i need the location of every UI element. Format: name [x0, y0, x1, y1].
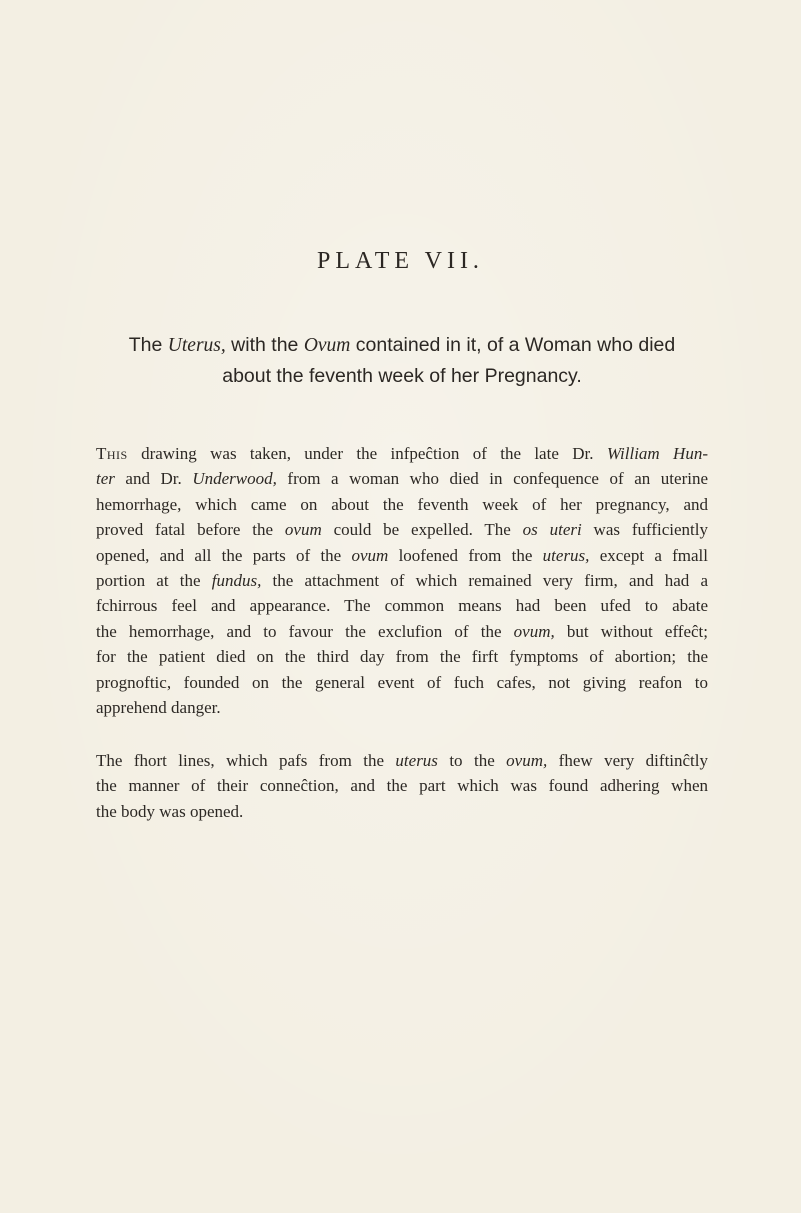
text-line: prognoftic, founded on the general event of fuch cafes, not giving reafon to: [96, 672, 708, 692]
caption-italic-uterus: Uterus,: [167, 335, 226, 356]
italic-term: ovum: [351, 545, 389, 565]
text-run: and Dr.: [114, 469, 193, 489]
text-run: drawing was taken, under the infpeĉtion of the late Dr.: [127, 444, 607, 463]
paragraph-description: [96, 441, 708, 720]
text-line: hemorrhage, which came on about the feventh week of her pregnancy, and: [96, 494, 708, 514]
text-line: apprehend danger.: [96, 698, 221, 718]
text-line: [96, 619, 708, 644]
text-line: [96, 441, 708, 466]
italic-name: William Hun-: [606, 444, 708, 463]
text-line: [96, 543, 708, 568]
italic-name: Underwood,: [192, 469, 277, 489]
text-line: [96, 466, 708, 491]
small-caps-word: This: [96, 444, 128, 463]
caption-text: with the: [225, 334, 304, 356]
text-line: [96, 748, 708, 773]
paragraph-explanation: [96, 748, 708, 824]
italic-term: ovum,: [506, 751, 548, 770]
text-run: the attachment of which remained very firm, and had a: [261, 571, 708, 591]
italic-term: ovum,: [513, 621, 555, 641]
text-run: except a fmall: [589, 545, 708, 565]
caption-text: The: [128, 334, 168, 356]
plate-caption: [96, 330, 708, 391]
text-run: to the: [437, 751, 507, 770]
italic-name: ter: [96, 469, 115, 489]
text-line: [96, 517, 708, 542]
italic-term: uterus,: [542, 545, 590, 565]
caption-line-2: about the feventh week of her Pregnancy.: [222, 365, 582, 387]
text-line: the body was opened.: [96, 801, 244, 821]
caption-italic-ovum: Ovum: [303, 335, 351, 356]
text-line: the manner of their conneĉtion, and the part which was found adhering when: [96, 776, 708, 796]
text-run: loofened from the: [388, 545, 543, 565]
text-run: opened, and all the parts of the: [96, 545, 352, 565]
italic-term: fundus,: [211, 571, 262, 591]
caption-line-1: [96, 330, 708, 361]
italic-term: uterus: [395, 751, 438, 770]
plate-title: PLATE VII.: [317, 248, 484, 274]
text-run: was fufficiently: [581, 520, 708, 540]
text-run: from a woman who died in confequence of an uterine: [276, 469, 709, 489]
text-line: [96, 568, 708, 593]
text-line: fchirrous feel and appearance. The common means had been ufed to abate: [96, 596, 708, 616]
text-line: for the patient died on the third day from the firft fymptoms of abortion; the: [96, 647, 708, 667]
italic-term: ovum: [284, 520, 322, 540]
text-run: The fhort lines, which pafs from the: [96, 751, 396, 770]
text-run: proved fatal before the: [96, 520, 285, 540]
text-run: fhew very diftinĉtly: [547, 751, 709, 770]
caption-text: contained in it, of a Woman who died: [350, 334, 676, 356]
text-run: the hemorrhage, and to favour the exclufion of the: [96, 621, 514, 641]
text-run: but without effeĉt;: [554, 621, 708, 641]
text-run: could be expelled. The: [321, 520, 523, 540]
text-run: portion at the: [96, 571, 212, 591]
italic-term: os uteri: [522, 520, 582, 540]
